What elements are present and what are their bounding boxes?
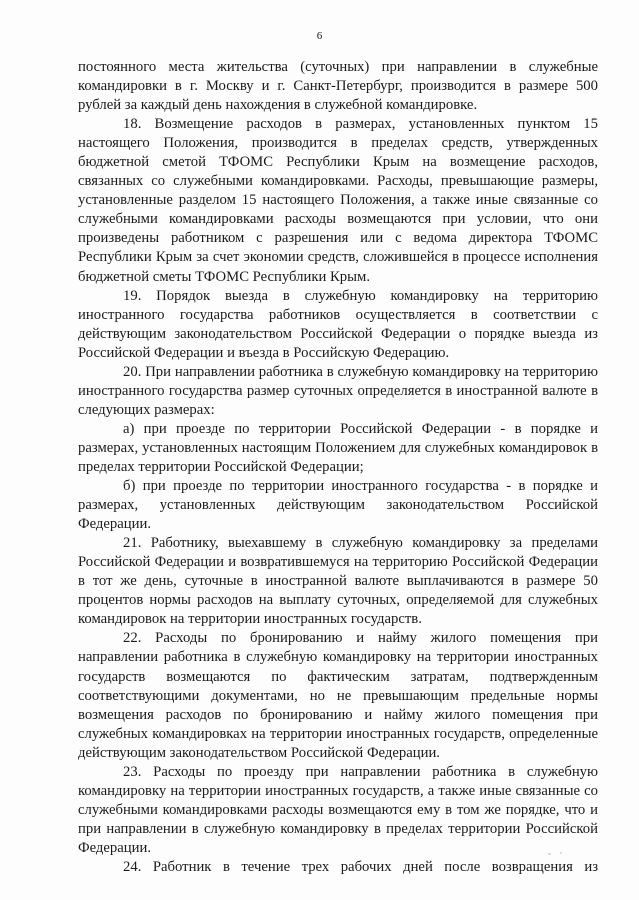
paragraph-19: 19. Порядок выезда в служебную командировку на территорию иностранного государства работников осуществляется в соответствии с действующим законодательством Российской Федерации о порядке выезда из Российской Федерации и въезда в Российскую Федерацию. [78, 287, 598, 361]
scan-speck [548, 853, 551, 855]
paragraph-20-item-b: б) при проезде по территории иностранного государства - в порядке и размерах, установленных действующим законодательством Российской Федерации. [78, 478, 598, 533]
paragraph-23: 23. Расходы по проезду при направлении работника в служебную командировку на территории иностранных государств, а также иные связанные со служебными командировками расходы возмещаются ему в том же порядке, что и при направлении в служебную командировку в пределах территории Российской Федерации. [78, 763, 598, 856]
page-number: 6 [316, 30, 323, 42]
paragraph-20: 20. При направлении работника в служебную командировку на территорию иностранного государства размер суточных определяется в иностранной валюте в следующих размерах: [78, 363, 598, 418]
paragraph-24-start: 24. Работник в течение трех рабочих дней после возвращения из [123, 858, 598, 875]
paragraph-22: 22. Расходы по бронированию и найму жилого помещения при направлении работника в служебную командировку на территории иностранных государств возмещаются по фактическим затратам, подтвержденным соответствующими документами, но не превышающим предельные нормы возмещения расходов по бронированию и найму жилого помещения при служебных командировках на территории иностранных государств, определенные действующим законодательством Российской Федерации. [78, 630, 598, 761]
scan-speck [560, 852, 562, 854]
paragraph-18: 18. Возмещение расходов в размерах, установленных пунктом 15 настоящего Положения, производится в пределах средств, утвержденных бюджетной сметой ТФОМС Республики Крым на возмещение расходов, связанных со служебными командировками. Расходы, превышающие размеры, установленные разделом 15 настоящего Положения, а также иные связанные со служебными командировками расходы возмещаются при условии, что они произведены работником с разрешения или с ведома директора ТФОМС Республики Крым за счет экономии средств, сложившейся в процессе исполнения бюджетной сметы ТФОМС Республики Крым. [78, 116, 598, 285]
scan-speck [540, 836, 542, 837]
document-body [78, 58, 598, 877]
paragraph-17-continuation: постоянного места жительства (суточных) при направлении в служебные командировки в г. Москву и г. Санкт-Петербург, производится в размере 500 рублей за каждый день нахождения в служебной командировке. [78, 59, 598, 114]
paragraph-21: 21. Работнику, выехавшему в служебную командировку за пределами Российской Федерации и возвратившемуся на территорию Российской Федерации в тот же день, суточные в иностранной валюте выплачиваются в размере 50 процентов нормы расходов на выплату суточных, определяемой для служебных командировок на территории иностранных государств. [78, 535, 598, 628]
paragraph-20-item-a: а) при проезде по территории Российской Федерации - в порядке и размерах, установленных настоящим Положением для служебных командировок в пределах территории Российской Федерации; [78, 420, 598, 475]
